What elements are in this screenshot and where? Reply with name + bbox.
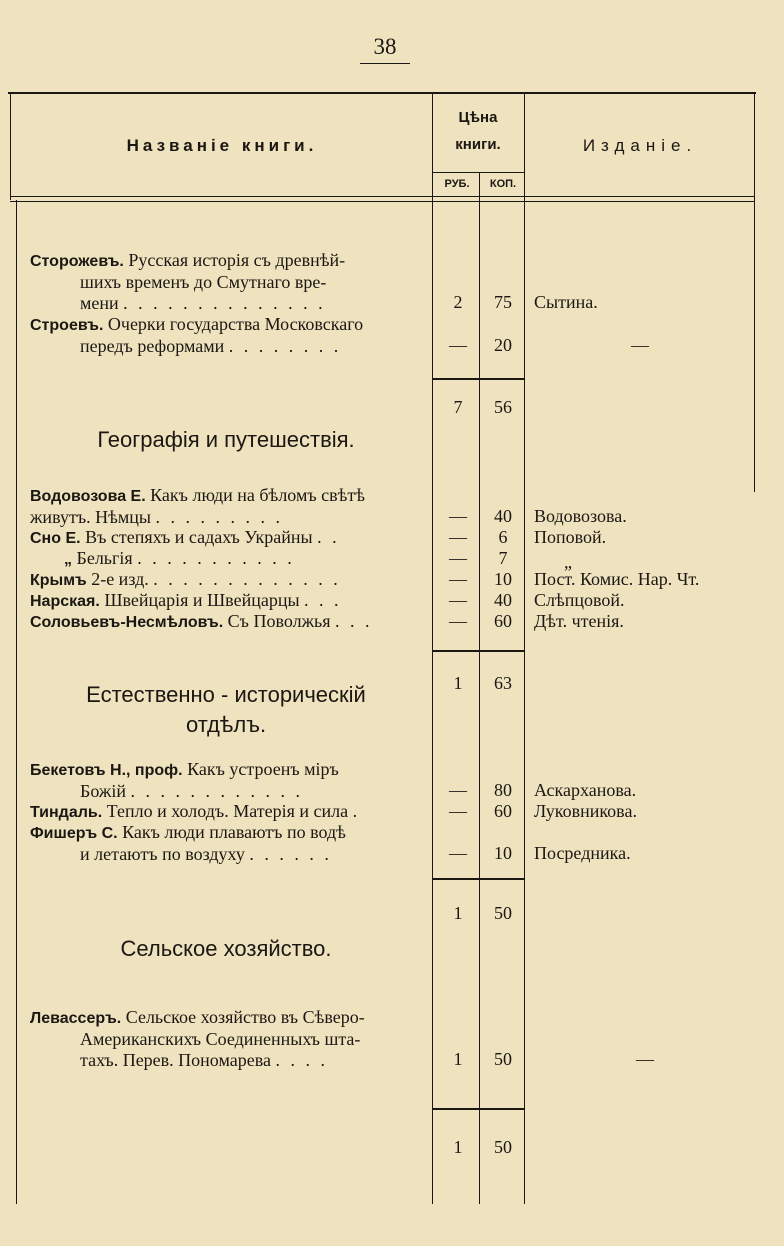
leader-dots: . . . . . . . . . . .	[137, 548, 295, 568]
price-kop: 50	[494, 1049, 512, 1069]
leader-dots: . . . . . .	[249, 844, 332, 864]
page-number: 38	[373, 34, 397, 59]
book-author: Сторожевъ.	[30, 253, 124, 270]
price-kop: 20	[494, 335, 512, 355]
price-rub: —	[449, 506, 467, 526]
book-author: Левассеръ.	[30, 1010, 122, 1027]
total-rub: 1	[453, 1137, 463, 1157]
book-title: Сельское хозяйство въ Сѣверо-	[125, 1007, 365, 1027]
price-rub: —	[449, 611, 467, 631]
book-entry	[30, 801, 426, 823]
book-title-cont: Американскихъ Соединенныхъ шта-	[80, 1029, 361, 1049]
leader-dots: . . . . . . . . .	[155, 507, 284, 527]
price-kop: 75	[494, 292, 512, 312]
price-kop: 40	[494, 590, 512, 610]
book-title: Русская исторія съ древнѣй-	[128, 250, 346, 270]
book-entry	[30, 250, 426, 314]
book-entry	[30, 590, 426, 612]
book-author: Сно Е.	[30, 530, 81, 547]
publisher: Пост. Комис. Нар. Чт.	[534, 569, 700, 589]
book-entry	[30, 611, 426, 633]
section-heading: Географія и путешествія.	[97, 427, 355, 452]
leader-dots: . . . . . . . .	[228, 336, 342, 356]
total-rub: 1	[453, 903, 463, 923]
publisher: Поповой.	[534, 527, 607, 547]
book-title: Какъ устроенъ міръ	[187, 759, 339, 779]
book-title-cont: мени	[80, 293, 119, 313]
book-author: Строевъ.	[30, 317, 104, 334]
book-entry	[30, 822, 426, 865]
publisher: Дѣт. чтенія.	[534, 611, 624, 631]
total-rule-2	[432, 650, 524, 652]
price-rub: —	[449, 548, 467, 568]
book-title: Бельгія	[76, 548, 133, 568]
publisher: —	[631, 335, 649, 355]
book-title: Въ степяхъ и садахъ Украйны	[85, 527, 313, 547]
book-author: Крымъ	[30, 572, 87, 589]
book-author: Бекетовъ Н., проф.	[30, 762, 183, 779]
publisher: Посредника.	[534, 843, 631, 863]
leader-dots: . . .	[304, 590, 342, 610]
book-entry	[30, 759, 426, 802]
section-heading: Сельское хозяйство.	[120, 936, 332, 961]
total-kop: 63	[494, 673, 512, 693]
total-rule-3	[432, 878, 524, 880]
table-left-border	[16, 200, 17, 1204]
book-entry	[30, 527, 426, 549]
table-top-border	[8, 92, 756, 94]
book-author: Фишеръ С.	[30, 825, 118, 842]
publisher: Слѣпцовой.	[534, 590, 625, 610]
book-entry	[30, 485, 426, 528]
book-title-cont: шихъ временъ до Смутнаго вре-	[80, 272, 327, 292]
price-rub: —	[449, 590, 467, 610]
price-kop: 10	[494, 569, 512, 589]
price-rub: —	[449, 335, 467, 355]
publisher: Сытина.	[534, 292, 598, 312]
book-title: Очерки государства Московскаго	[107, 314, 364, 334]
price-rub: 2	[453, 292, 463, 312]
leader-dots: . . . . . . . . . . . . .	[153, 569, 341, 589]
price-rub: 1	[453, 1049, 463, 1069]
price-kop: 6	[498, 527, 508, 547]
publisher: Водовозова.	[534, 506, 627, 526]
book-title: Тепло и холодъ. Матерія и сила	[106, 801, 349, 821]
header-edition: Изданіе.	[582, 136, 698, 155]
total-kop: 50	[494, 1137, 512, 1157]
total-kop: 56	[494, 397, 512, 417]
book-entry	[30, 548, 426, 570]
leader-dots: . . . . . . . . . . . .	[130, 781, 303, 801]
total-rub: 1	[453, 673, 463, 693]
leader-dots: .	[352, 801, 361, 821]
book-title-cont: Божій	[80, 781, 126, 801]
book-entry	[30, 1007, 426, 1071]
book-title: Швейцарія и Швейцарцы	[104, 590, 300, 610]
header-title: Названіе книги.	[126, 136, 318, 155]
header-kop: КОП.	[489, 178, 517, 190]
price-rub: —	[449, 527, 467, 547]
book-author: Водовозова Е.	[30, 488, 146, 505]
col-divider-edition	[524, 92, 525, 1204]
book-title: 2-е изд.	[91, 569, 149, 589]
book-author: Соловьевъ-Несмѣловъ.	[30, 614, 224, 631]
publisher: Аскарханова.	[534, 780, 637, 800]
total-rule-4	[432, 1108, 524, 1110]
book-author: „	[64, 551, 72, 568]
header-price-line2: книги.	[455, 136, 501, 153]
section-heading-line2: отдѣлъ.	[185, 712, 267, 737]
leader-dots: . .	[317, 527, 340, 547]
price-rub: —	[449, 780, 467, 800]
col-divider-title	[432, 92, 433, 1204]
page-number-rule	[360, 63, 410, 64]
book-author: Нарская.	[30, 593, 100, 610]
book-title-cont: передъ реформами	[80, 336, 225, 356]
section-heading	[20, 680, 432, 740]
leader-dots: . . . . . . . . . . . . . .	[123, 293, 326, 313]
price-kop: 80	[494, 780, 512, 800]
book-entry	[30, 314, 426, 357]
price-kop: 60	[494, 611, 512, 631]
book-title-cont: тахъ. Перев. Пономарева	[80, 1050, 271, 1070]
book-title: Съ Поволжья	[227, 611, 331, 631]
price-kop: 40	[494, 506, 512, 526]
book-title-cont: и летаютъ по воздуху	[80, 844, 245, 864]
total-rub: 7	[453, 397, 463, 417]
price-rub: —	[449, 801, 467, 821]
publisher: —	[636, 1049, 654, 1069]
publisher: Луковникова.	[534, 801, 637, 821]
book-title-cont: живутъ. Нѣмцы	[30, 507, 152, 527]
price-rub: —	[449, 569, 467, 589]
book-title: Какъ люди на бѣломъ свѣтѣ	[150, 485, 366, 505]
book-entry	[30, 569, 426, 591]
total-rule-1	[432, 378, 524, 380]
header-rub: РУБ.	[444, 178, 470, 190]
price-kop: 7	[498, 548, 508, 568]
leader-dots: . . .	[335, 611, 373, 631]
price-kop: 60	[494, 801, 512, 821]
price-kop: 10	[494, 843, 512, 863]
book-title: Какъ люди плаваютъ по водѣ	[122, 822, 346, 842]
price-rub: —	[449, 843, 467, 863]
leader-dots: . . . .	[275, 1050, 328, 1070]
section-heading-line1: Естественно - историческій	[86, 682, 366, 707]
publisher: „	[564, 552, 572, 572]
header-bottom-line-2	[10, 201, 754, 202]
header-price-line1: Цѣна	[458, 109, 498, 126]
price-subheader-line	[432, 172, 524, 173]
book-author: Тиндаль.	[30, 804, 103, 821]
table-left-border-top	[10, 92, 11, 200]
header-bottom-line-1	[10, 196, 754, 197]
header-price	[432, 104, 524, 158]
total-kop: 50	[494, 903, 512, 923]
